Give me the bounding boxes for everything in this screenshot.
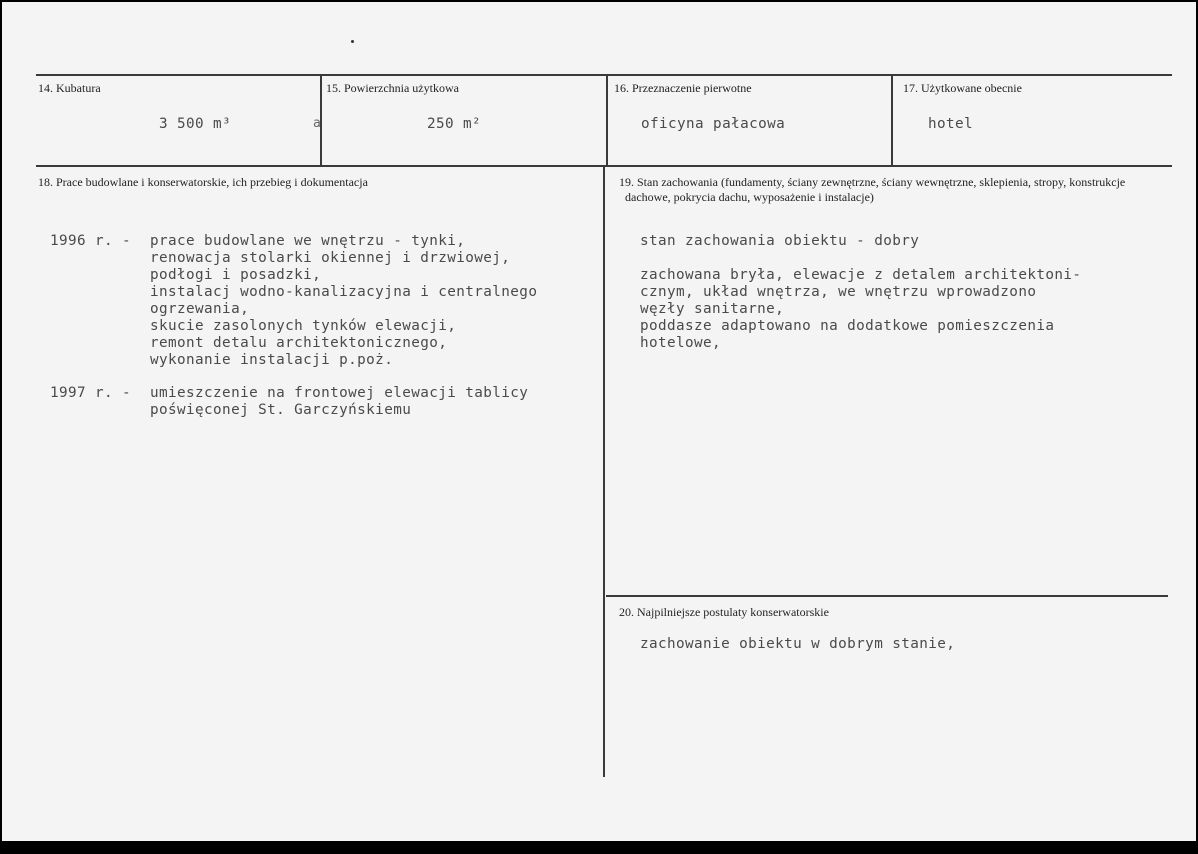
entry-1996-year: 1996 r. - [50, 233, 132, 249]
field-14-label: 14. Kubatura [38, 81, 101, 95]
condition-line-3: zachowana bryła, elewacje z detalem architektoni- [640, 267, 1082, 283]
field-17-label: 17. Użytkowane obecnie [903, 81, 1022, 95]
ink-speck [351, 40, 354, 43]
field-14-value: 3 500 m³ [159, 116, 232, 132]
top-rule [36, 74, 1172, 76]
field-18-label: 18. Prace budowlane i konserwatorskie, ich przebieg i dokumentacja [38, 175, 368, 189]
entry-1996-line-6: skucie zasolonych tynków elewacji, [150, 318, 457, 334]
entry-1997-year: 1997 r. - [50, 385, 132, 401]
entry-1996-line-8: wykonanie instalacji p.poż. [150, 352, 394, 368]
field-15-label: 15. Powierzchnia użytkowa [326, 81, 459, 95]
entry-1996-line-3: podłogi i posadzki, [150, 267, 322, 283]
field-20-label: 20. Najpilniejsze postulaty konserwatorskie [619, 605, 829, 619]
stray-typed-mark: a [313, 116, 321, 131]
divider-15-16 [606, 74, 608, 167]
field-16-label: 16. Przeznaczenie pierwotne [614, 81, 752, 95]
divider-16-17 [891, 74, 893, 167]
entry-1996-line-5: ogrzewania, [150, 301, 250, 317]
field-20-value: zachowanie obiektu w dobrym stanie, [640, 636, 956, 652]
condition-line-5: węzły sanitarne, [640, 301, 785, 317]
entry-1997-line-2: poświęconej St. Garczyńskiemu [150, 402, 412, 418]
field-16-value: oficyna pałacowa [641, 116, 786, 132]
condition-line-4: cznym, układ wnętrza, we wnętrzu wprowadzono [640, 284, 1037, 300]
condition-line-7: hotelowe, [640, 335, 722, 351]
divider-18-19 [603, 165, 605, 777]
entry-1996-line-1: prace budowlane we wnętrzu - tynki, [150, 233, 466, 249]
condition-line-6: poddasze adaptowano na dodatkowe pomieszczenia [640, 318, 1055, 334]
condition-line-1: stan zachowania obiektu - dobry [640, 233, 920, 249]
entry-1996-line-4: instalacj wodno-kanalizacyjna i centralnego [150, 284, 538, 300]
field-15-value: 250 m² [427, 116, 482, 132]
entry-1996-line-7: remont detalu architektonicznego, [150, 335, 448, 351]
section-20-rule [606, 595, 1168, 597]
entry-1997-line-1: umieszczenie na frontowej elewacji tablicy [150, 385, 529, 401]
inventory-card [2, 2, 1196, 841]
field-19-label: 19. Stan zachowania (fundamenty, ściany zewnętrzne, ściany wewnętrzne, sklepienia, stropy, konstrukcje dachowe, pokrycia dachu, wyposażenie i instalacje) [619, 175, 1126, 204]
entry-1996-line-2: renowacja stolarki okiennej i drzwiowej, [150, 250, 511, 266]
field-17-value: hotel [928, 116, 974, 132]
